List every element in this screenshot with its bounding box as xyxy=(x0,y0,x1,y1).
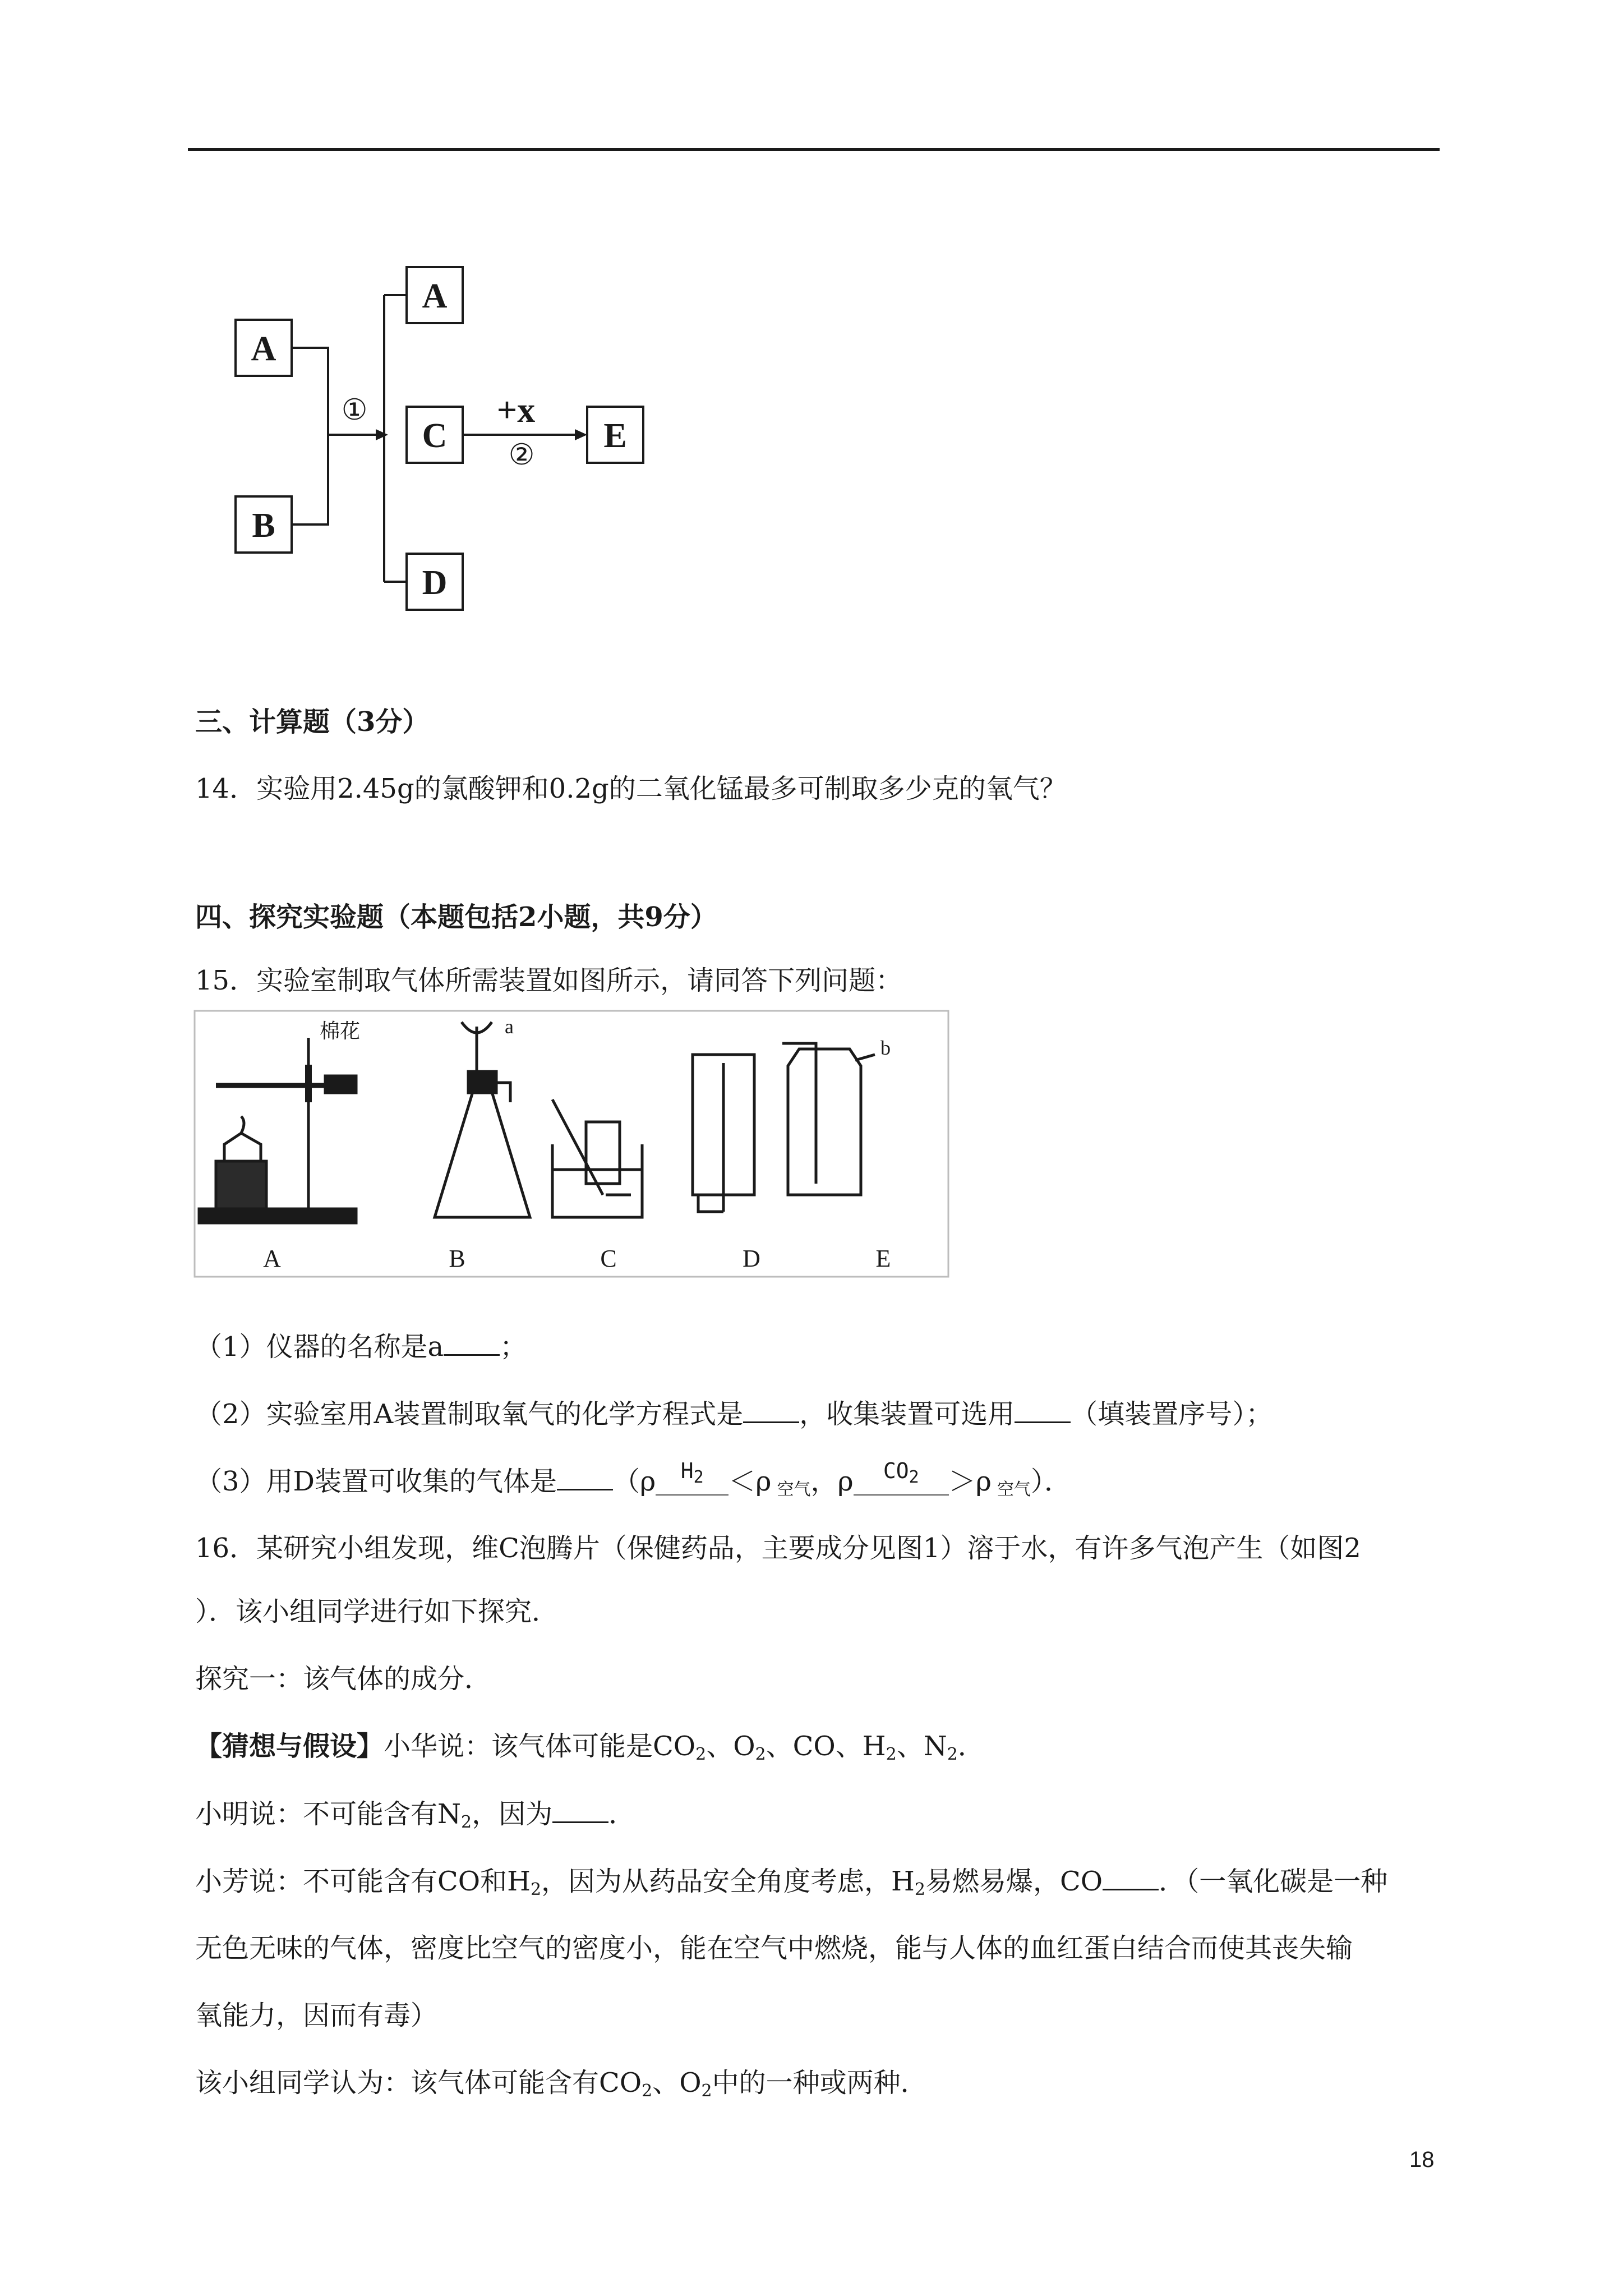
apparatus-e xyxy=(782,1043,875,1195)
step-1-label: ① xyxy=(341,394,368,426)
box-b-input-label: B xyxy=(252,507,275,545)
box-e-label: E xyxy=(603,417,627,455)
q16-line-7: 无色无味的气体，密度比空气的密度小，能在空气中燃烧，能与人体的血红蛋白结合而使其丧失输 xyxy=(195,1932,1353,1964)
reagent-label: +x xyxy=(496,390,536,430)
q15-part2: （2）实验室用A装置制取氧气的化学方程式是 ，收集装置可选用 （填装置序号）； xyxy=(195,1397,1272,1431)
join-line xyxy=(292,348,328,524)
apparatus-a xyxy=(199,1038,356,1223)
co2-blank: $CO_2$ xyxy=(854,1454,949,1496)
question-14: 14．实验用2.45g的氯酸钾和0.2g的二氧化锰最多可制取多少克的氧气？ xyxy=(195,773,1067,804)
apparatus-c xyxy=(552,1099,642,1217)
box-a-input-label: A xyxy=(251,330,276,368)
answer-blank[interactable] xyxy=(1015,1397,1071,1423)
reaction-flow-diagram xyxy=(224,264,662,623)
page-number: 18 xyxy=(1409,2147,1435,2172)
box-a-output-label: A xyxy=(422,277,448,315)
section-3-title: 三、计算题（3分） xyxy=(195,706,430,738)
apparatus-label-b: B xyxy=(449,1245,465,1272)
q16-line-3: 探究一：该气体的成分． xyxy=(195,1663,492,1695)
apparatus-b xyxy=(435,1022,530,1217)
q16-hypothesis: 【猜想与假设】小华说：该气体可能是$CO_2$、$O_2$、CO、$H_2$、$N_2$． xyxy=(195,1731,985,1764)
q16-line-2: ）．该小组同学进行如下探究． xyxy=(195,1596,559,1627)
h2-blank: $H_2$ xyxy=(656,1454,728,1496)
annotation-cotton: 棉花 xyxy=(320,1020,361,1042)
q16-conclusion: 该小组同学认为：该气体可能含有$CO_2$、$O_2$中的一种或两种． xyxy=(195,2067,928,2101)
q15-part1: （1）仪器的名称是a ； xyxy=(195,1329,527,1364)
apparatus-label-e: E xyxy=(875,1245,891,1272)
section-4-title: 四、探究实验题（本题包括2小题，共9分） xyxy=(195,901,717,933)
box-c-label: C xyxy=(422,417,448,455)
header-rule xyxy=(188,148,1440,151)
answer-blank[interactable] xyxy=(743,1397,799,1423)
q16-xiaoming: 小明说：不可能含有$N_2$，因为 ． xyxy=(195,1797,635,1839)
answer-blank[interactable] xyxy=(557,1464,613,1490)
annotation-b: b xyxy=(880,1037,891,1059)
apparatus-d xyxy=(693,1055,754,1212)
answer-blank[interactable] xyxy=(1103,1864,1159,1890)
answer-blank[interactable] xyxy=(444,1329,500,1356)
arrow-2-head xyxy=(575,429,587,440)
q15-part3: （3）用D装置可收集的气体是 （ρ $H_2 <\rho$ $_{空气}$，ρ $CO_2 >\rho$ $_{空气}$）． xyxy=(195,1464,1071,1508)
apparatus-label-a: A xyxy=(263,1245,281,1272)
step-2-label: ② xyxy=(508,439,535,471)
apparatus-label-c: C xyxy=(600,1245,617,1272)
q16-line-8: 氧能力，因而有毒） xyxy=(195,2000,438,2031)
apparatus-figure xyxy=(193,1010,951,1279)
arrow-1-head xyxy=(376,429,388,440)
answer-blank[interactable] xyxy=(552,1797,608,1823)
q16-xiaofang: 小芳说：不可能含有CO和$H_2$，因为从药品安全角度考虑，$H_2$易燃易爆，CO ．（一氧化碳是一种 xyxy=(195,1864,1387,1907)
question-15-stem: 15．实验室制取气体所需装置如图所示，请同答下列问题： xyxy=(195,965,903,996)
annotation-a: a xyxy=(505,1015,514,1038)
apparatus-label-d: D xyxy=(743,1245,760,1272)
box-d-label: D xyxy=(422,564,448,602)
q16-line-1: 16．某研究小组发现，维C泡腾片（保健药品，主要成分见图1）溶于水，有许多气泡产生（如图2 xyxy=(195,1533,1361,1564)
